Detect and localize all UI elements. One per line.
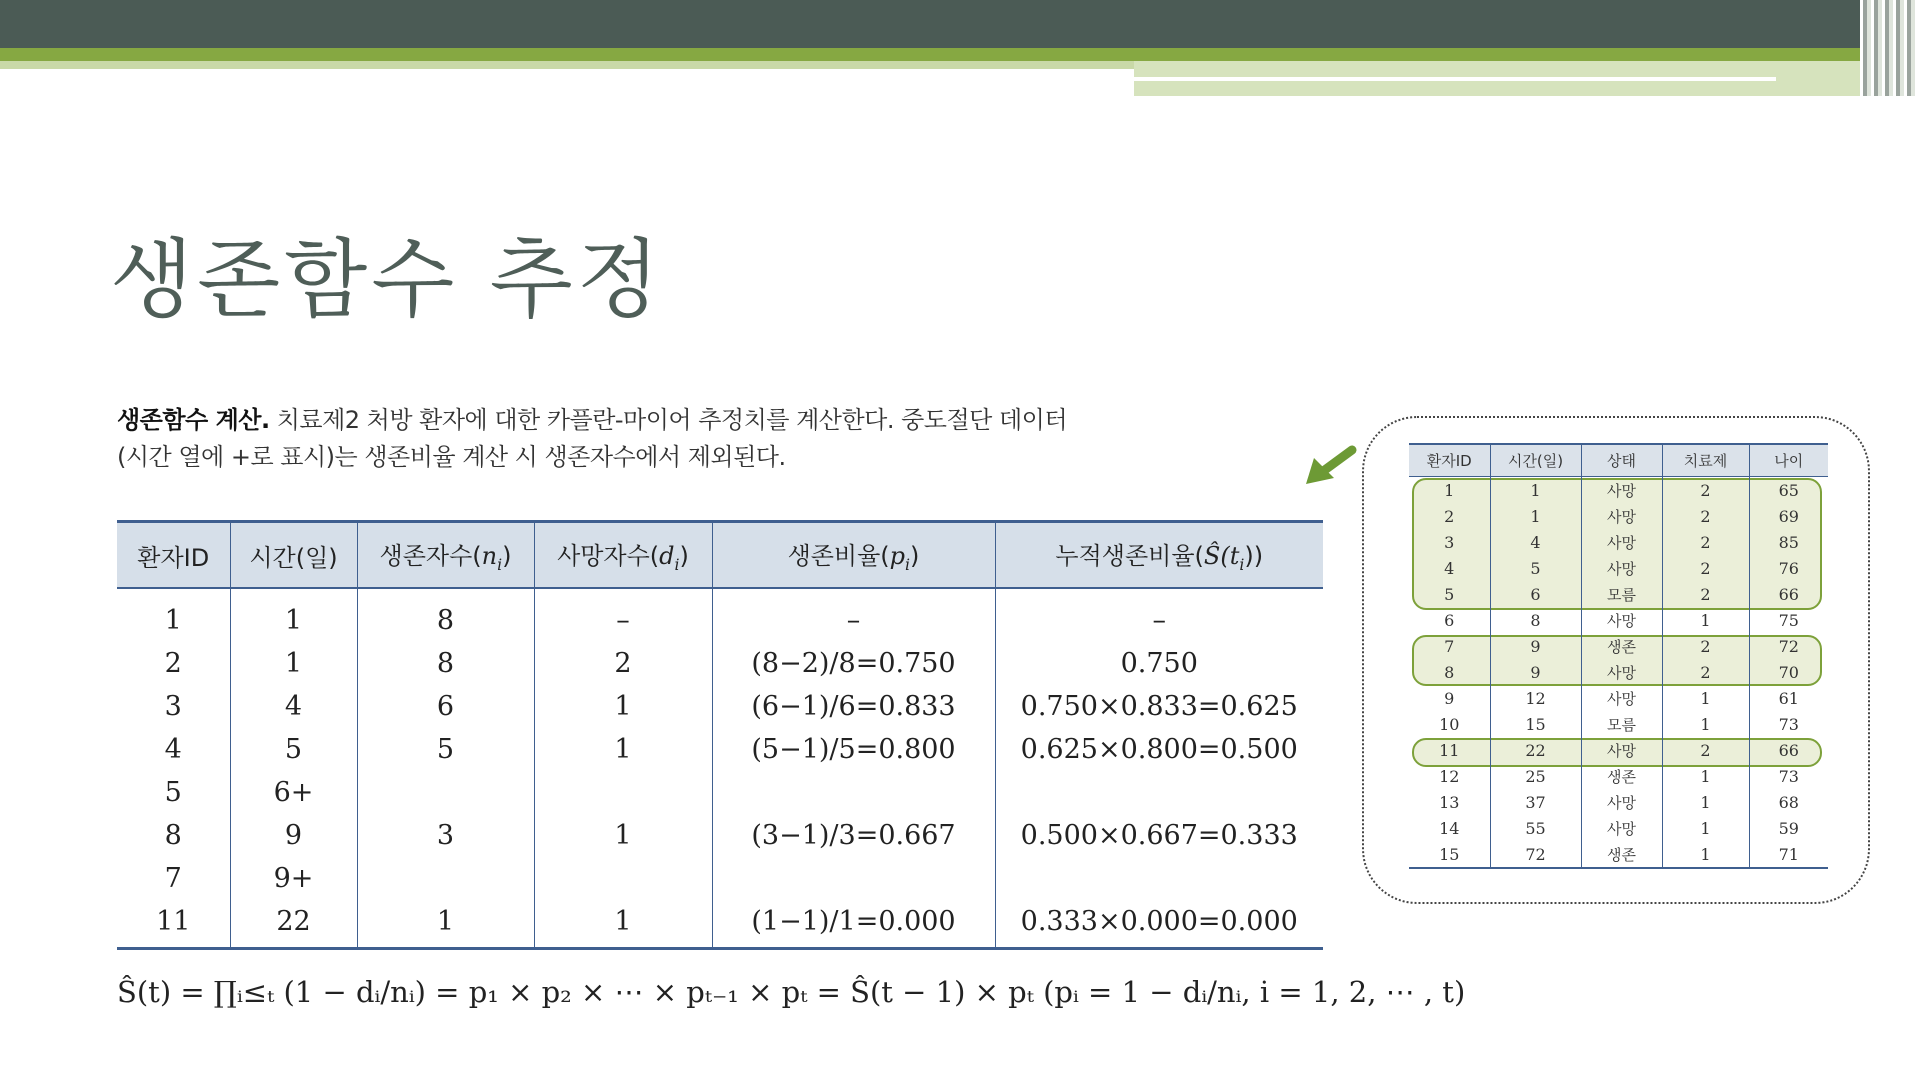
side-row [1409,607,1828,633]
side-cell: 4 [1490,529,1581,555]
side-row [1409,633,1828,659]
cell-rate: (6−1)/6=0.833 [712,685,995,728]
side-cell: 2 [1662,581,1749,607]
cell-survivors [357,857,534,900]
header-rate: 생존비율$(p_i)$ [712,522,995,589]
side-cell: 2 [1662,529,1749,555]
side-cell: 사망 [1581,555,1662,581]
cell-id: 4 [164,734,182,765]
cell-cumulative: 0.333×0.000=0.000 [995,900,1323,949]
side-row [1409,503,1828,529]
table-row [117,588,1323,642]
side-cell: 2 [1662,555,1749,581]
side-cell: 2 [1444,506,1455,526]
side-cell: 2 [1662,659,1749,685]
side-cell: 66 [1749,581,1828,607]
table-row [117,771,1323,814]
kaplan-meier-table [117,520,1323,950]
side-cell: 6 [1444,610,1455,630]
side-cell: 73 [1749,763,1828,789]
side-row [1409,477,1828,504]
side-header-id: 환자ID [1409,444,1490,477]
side-cell: 1 [1662,763,1749,789]
side-cell: 사망 [1581,529,1662,555]
slide-title: 생존함수 추정 [110,230,664,330]
side-cell: 71 [1749,841,1828,868]
side-row [1409,711,1828,737]
side-cell: 9 [1490,659,1581,685]
header-cumulative: 누적생존비율$(Ŝ(t_i))$ [995,522,1323,589]
table-row [117,642,1323,685]
top-banner-light [0,61,1134,69]
side-cell: 37 [1490,789,1581,815]
side-cell: 22 [1490,737,1581,763]
side-cell: 72 [1490,841,1581,868]
side-cell: 사망 [1581,503,1662,529]
cell-id: 1 [164,605,182,636]
side-cell: 25 [1490,763,1581,789]
cell-cumulative: 0.500×0.667=0.333 [995,814,1323,857]
side-cell: 66 [1749,737,1828,763]
cell-deaths [534,857,712,900]
side-row [1409,581,1828,607]
cell-id: 5 [164,777,182,808]
side-cell: 3 [1444,532,1455,552]
side-cell: 69 [1749,503,1828,529]
cell-id: 11 [117,900,230,949]
side-cell: 7 [1444,636,1455,656]
side-cell: 사망 [1581,815,1662,841]
corner-stripes [1860,0,1915,96]
side-cell: 2 [1662,633,1749,659]
side-header-row [1409,444,1828,477]
side-row [1409,763,1828,789]
cell-rate: – [712,588,995,642]
cell-cumulative: – [995,588,1323,642]
side-cell: 73 [1749,711,1828,737]
side-cell: 1 [1662,711,1749,737]
cell-time: 9 [230,814,357,857]
description [117,402,1177,476]
side-row [1409,685,1828,711]
side-cell: 14 [1439,818,1460,838]
side-cell: 생존 [1581,763,1662,789]
side-cell: 9 [1444,688,1455,708]
side-header-treatment: 치료제 [1662,444,1749,477]
side-cell: 1 [1490,503,1581,529]
table-row [117,857,1323,900]
side-header-age: 나이 [1749,444,1828,477]
cell-deaths: 1 [534,900,712,949]
cell-survivors: 6 [357,685,534,728]
side-row [1409,789,1828,815]
side-cell: 6 [1490,581,1581,607]
cell-id: 7 [164,863,182,894]
side-header-status: 상태 [1581,444,1662,477]
cell-id: 8 [164,820,182,851]
side-cell: 11 [1439,740,1460,760]
side-cell: 2 [1662,503,1749,529]
table-row [117,814,1323,857]
cell-survivors: 8 [357,588,534,642]
cell-survivors: 8 [357,642,534,685]
side-cell: 생존 [1581,841,1662,868]
side-cell: 1 [1662,607,1749,633]
side-cell: 61 [1749,685,1828,711]
side-cell: 1 [1662,841,1749,868]
side-cell: 65 [1749,477,1828,504]
side-cell: 85 [1749,529,1828,555]
side-cell: 55 [1490,815,1581,841]
side-cell: 10 [1439,714,1460,734]
side-cell: 76 [1749,555,1828,581]
table-row [117,685,1323,728]
side-cell: 2 [1662,737,1749,763]
cell-time: 6+ [230,771,357,814]
side-cell: 5 [1490,555,1581,581]
side-cell: 1 [1662,815,1749,841]
side-cell: 1 [1662,685,1749,711]
side-row [1409,841,1828,868]
cell-survivors: 1 [357,900,534,949]
top-banner-green [0,48,1915,61]
cell-id: 3 [164,691,182,722]
side-cell: 사망 [1581,477,1662,504]
side-row [1409,555,1828,581]
header-time: 시간(일) [230,522,357,589]
cell-deaths: 2 [534,642,712,685]
side-cell: 4 [1444,558,1455,578]
cell-deaths: 1 [534,728,712,771]
side-cell: 59 [1749,815,1828,841]
cell-survivors [357,771,534,814]
description-line2: (시간 열에 +로 표시)는 생존비율 계산 시 생존자수에서 제외된다. [117,443,786,471]
cell-cumulative: 0.625×0.800=0.500 [995,728,1323,771]
side-cell: 모름 [1581,581,1662,607]
description-line1: 치료제2 처방 환자에 대한 카플란-마이어 추정치를 계산한다. 중도절단 데이터 [269,406,1067,434]
side-cell: 사망 [1581,737,1662,763]
side-cell: 사망 [1581,607,1662,633]
side-cell: 15 [1409,841,1490,868]
side-header-time: 시간(일) [1490,444,1581,477]
top-banner-divider [1134,77,1776,81]
km-formula: Ŝ(t) = ∏ᵢ≤ₜ (1 − dᵢ/nᵢ) = p₁ × p₂ × ⋯ × pₜ₋₁ × pₜ = Ŝ(t − 1) × pₜ (pᵢ = 1 − dᵢ/nᵢ, i = 1, 2, ⋯ , t) [117,975,1466,1009]
cell-time: 22 [230,900,357,949]
cell-id: 2 [164,648,182,679]
table-row [117,900,1323,949]
side-row [1409,737,1828,763]
side-row [1409,659,1828,685]
cell-deaths: 1 [534,814,712,857]
arrow-pointer-icon [1300,444,1360,488]
header-survivors: 생존자수$(n_i)$ [357,522,534,589]
side-cell: 1 [1444,480,1455,500]
side-cell: 5 [1444,584,1455,604]
side-cell: 8 [1444,662,1455,682]
side-cell: 사망 [1581,789,1662,815]
side-cell: 12 [1490,685,1581,711]
top-banner-dark [0,0,1915,48]
cell-time: 1 [230,588,357,642]
cell-rate: (8−2)/8=0.750 [712,642,995,685]
side-cell: 68 [1749,789,1828,815]
side-cell: 8 [1490,607,1581,633]
cell-rate: (5−1)/5=0.800 [712,728,995,771]
header-deaths: 사망자수$(d_i)$ [534,522,712,589]
side-cell: 1 [1662,789,1749,815]
table-row [117,728,1323,771]
side-cell: 사망 [1581,659,1662,685]
cell-deaths: – [534,588,712,642]
table-header-row [117,522,1323,589]
cell-cumulative [995,857,1323,900]
cell-time: 5 [230,728,357,771]
side-row [1409,529,1828,555]
patient-data-table [1409,443,1828,869]
side-row [1409,815,1828,841]
cell-cumulative: 0.750 [995,642,1323,685]
side-cell: 2 [1662,477,1749,504]
cell-rate: (1−1)/1=0.000 [712,900,995,949]
cell-deaths: 1 [534,685,712,728]
side-cell: 9 [1490,633,1581,659]
cell-time: 4 [230,685,357,728]
description-bold: 생존함수 계산. [117,406,270,434]
side-cell: 75 [1749,607,1828,633]
cell-cumulative [995,771,1323,814]
side-cell: 72 [1749,633,1828,659]
cell-survivors: 3 [357,814,534,857]
side-cell: 13 [1439,792,1460,812]
cell-time: 9+ [230,857,357,900]
side-cell: 70 [1749,659,1828,685]
side-cell: 15 [1490,711,1581,737]
header-id: 환자ID [117,522,230,589]
side-cell: 모름 [1581,711,1662,737]
cell-cumulative: 0.750×0.833=0.625 [995,685,1323,728]
cell-time: 1 [230,642,357,685]
side-cell: 사망 [1581,685,1662,711]
cell-rate [712,771,995,814]
cell-deaths [534,771,712,814]
cell-rate: (3−1)/3=0.667 [712,814,995,857]
cell-survivors: 5 [357,728,534,771]
side-cell: 1 [1490,477,1581,504]
cell-rate [712,857,995,900]
side-cell: 생존 [1581,633,1662,659]
side-cell: 12 [1439,766,1460,786]
